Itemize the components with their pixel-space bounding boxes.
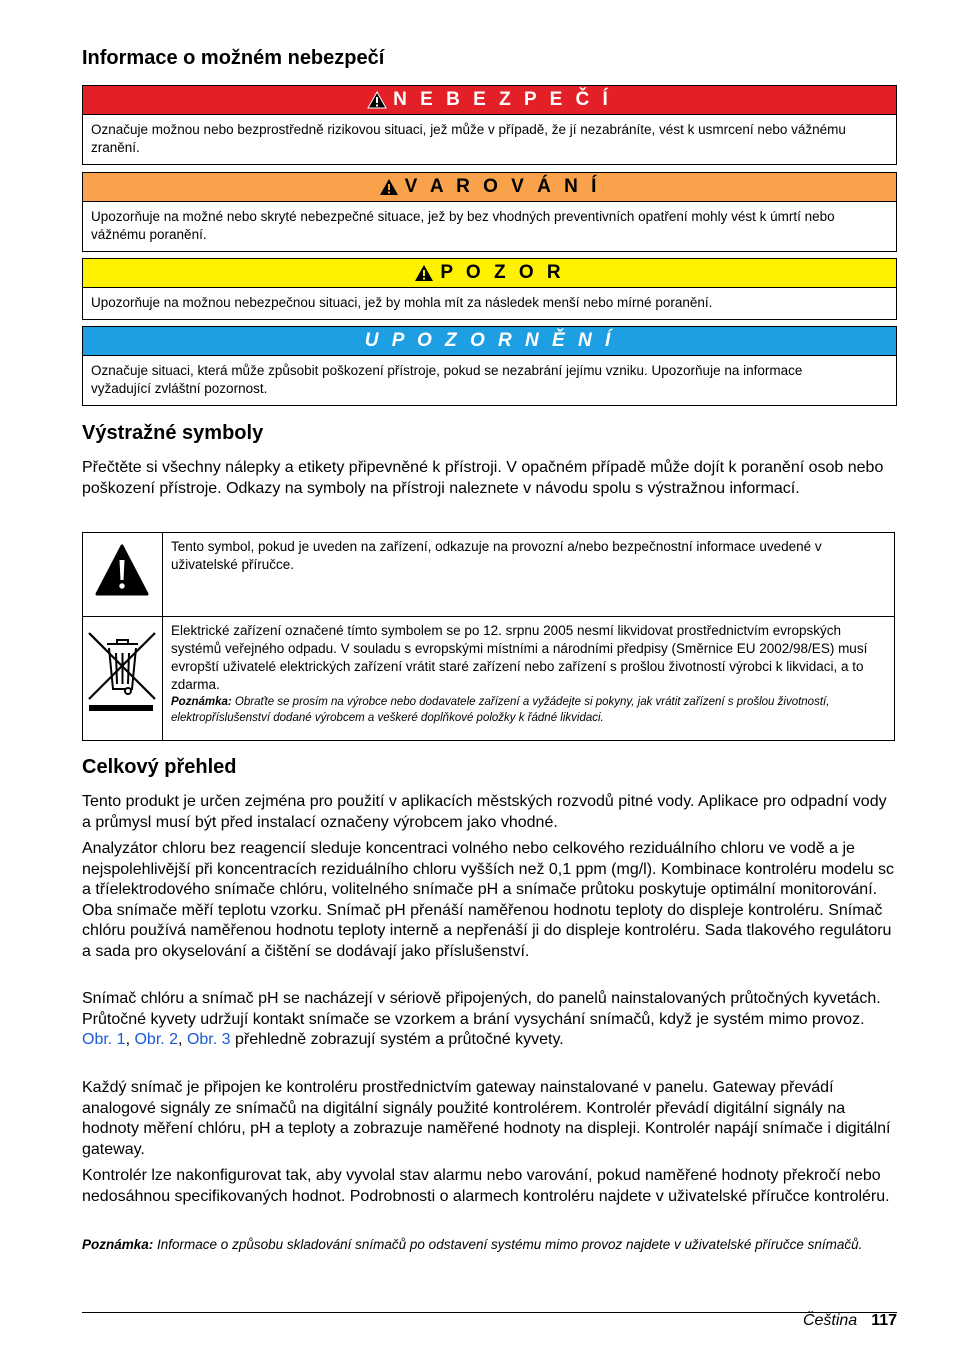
notice-box <box>82 326 897 406</box>
link-obr-1[interactable]: Obr. 1 <box>82 1031 126 1049</box>
overview-section-title: Celkový přehled <box>82 756 237 778</box>
link-obr-3[interactable]: Obr. 3 <box>186 1031 231 1049</box>
overview-note <box>82 1236 897 1254</box>
page-number: 117 <box>871 1312 897 1329</box>
weee-text: Elektrické zařízení označené tímto symbolem se po 12. srpnu 2005 nesmí likvidovat prostřednictvím evropských systémů veřejného odpadu. V souladu s evropskými místními a národními předpisy (Směrnice EU 2002/98/ES) musí evropští uživatelé elektrických zařízení vrátit staré zařízení nebo zařízení s prošlou životností výrobci k likvidaci, a to zdarma. <box>171 623 868 692</box>
symbols-table <box>82 532 895 741</box>
symbol-desc-general: Tento symbol, pokud je uveden na zařízení, odkazuje na provozní a/nebo bezpečnostní informace uvedené v uživatelské příručce. <box>163 533 895 617</box>
symbol-row-general <box>83 533 895 617</box>
symbols-section-title: Výstražné symboly <box>82 422 264 444</box>
overview-paragraph-1: Tento produkt je určen zejména pro použití v aplikacích městských rozvodů pitné vody. Aplikace pro odpadní vody a průmysl musí být před instalací označeny výrobcem jako vhodné. <box>82 793 887 831</box>
danger-label: N E B E Z P E Č Í <box>393 89 612 110</box>
weee-note-text: Obraťte se prosím na výrobce nebo dodavatele zařízení a vyžádejte si pokyny, jak vrátit zařízení s prošlou životností, elektropříslušenství dodané výrobcem a veškeré doplňkové položky k řádné likvidaci. <box>171 696 830 724</box>
overview-paragraph-4: Každý snímač je připojen ke kontroléru prostřednictvím gateway nainstalované v panelu. Gateway převádí analogové signály ze snímačů na digitální signály použité kontrolérem. Kontrolér převádí digitální signály na hodnoty měření chlóru, pH a teploty a zobrazuje naměřené hodnoty na displeji. Kontrolér napájí snímače i digitální gateway. <box>82 1079 891 1158</box>
symbols-intro: Přečtěte si všechny nálepky a etikety připevněné k přístroji. V opačném případě může dojít k poranění osob nebo poškození přístroje. Odkazy na symboly na přístroji naleznete v návodu spolu s výstražnou informací. <box>82 459 884 497</box>
page-footer <box>803 1312 897 1330</box>
notice-label: U P O Z O R N Ě N Í <box>364 330 615 351</box>
caution-text: Upozorňuje na možnou nebezpečnou situaci, jež by mohla mít za následek menší nebo mírné poranění. <box>91 295 713 310</box>
caution-label: P O Z O R <box>440 262 565 283</box>
symbol-row-weee <box>83 617 895 741</box>
symbol-icon-cell <box>83 617 163 741</box>
symbol-icon-cell <box>83 533 163 617</box>
warning-text: Upozorňuje na možné nebo skryté nebezpečné situace, jež by bez vhodných preventivních opatření mohly vést k úmrtí nebo vážnému poranění. <box>91 209 835 242</box>
notice-header <box>83 327 896 356</box>
footer-rule <box>82 1312 897 1313</box>
danger-text: Označuje možnou nebo bezprostředně rizikovou situaci, jež může v případě, že jí nezabráníte, vést k usmrcení nebo vážnému zranění. <box>91 122 846 155</box>
warning-triangle-icon <box>379 178 399 196</box>
link-obr-2[interactable]: Obr. 2 <box>134 1031 179 1049</box>
sep-1: , <box>125 1031 135 1049</box>
caution-header <box>83 259 896 288</box>
crossed-bin-icon <box>83 617 162 735</box>
footer-language: Čeština <box>802 1312 858 1329</box>
warning-triangle-icon <box>83 533 162 611</box>
weee-note-label: Poznámka: <box>171 696 232 708</box>
p3-end: přehledně zobrazují systém a průtočné kyvety. <box>230 1031 564 1049</box>
warning-triangle-icon <box>414 264 434 282</box>
notice-text: Označuje situaci, která může způsobit poškození přístroje, pokud se nezabrání jejímu vzniku. Upozorňuje na informace vyžadující zvláštní pozornost. <box>91 363 803 396</box>
overview-paragraph-3 <box>82 989 897 1051</box>
warning-label: V A R O V Á N Í <box>404 176 601 197</box>
weee-note <box>171 694 886 726</box>
warning-box <box>82 172 897 252</box>
danger-box <box>82 85 897 165</box>
danger-header <box>83 86 896 115</box>
overview-note-label: Poznámka: <box>82 1237 154 1252</box>
overview-paragraph-5: Kontrolér lze nakonfigurovat tak, aby vyvolal stav alarmu nebo varování, pokud naměřené hodnoty překročí nebo nedosáhnou specifikovaných hodnot. Podrobnosti o alarmech kontroléru najdete v uživatelské příručce kontroléru. <box>82 1167 890 1205</box>
p3-start: Snímač chlóru a snímač pH se nacházejí v sériově připojených, do panelů nainstalovaných průtočných kyvetách. Průtočné kyvety udržují kontakt snímače se vzorkem a brání vysychání snímačů, když je systém mimo provoz. <box>82 990 881 1028</box>
overview-note-text: Informace o způsobu skladování snímačů po odstavení systému mimo provoz najdete v uživatelské příručce snímačů. <box>153 1237 863 1252</box>
overview-paragraph-2: Analyzátor chloru bez reagencií sleduje koncentraci volného nebo celkového reziduálního chloru ve vodě a je nejspolehlivější při koncentracích reziduálního chloru vyšších než 0,1 ppm (mg/l). Kombinace kontroléru modelu sc a tříelektrodového snímače chlóru, volitelného snímače pH a snímače průtoku poskytuje optimální monitorování. Oba snímače měří teplotu vzorku. Snímač pH přenáší naměřenou hodnotu teploty do displeje kontroléru. Snímač chlóru používá naměřenou hodnotu teploty interně a nepřenáší ji do displeje kontroléru. Sada tlakového regulátoru a sada pro okyselování a čištění se dodávají jako příslušenství. <box>82 840 894 960</box>
warning-header <box>83 173 896 202</box>
warning-triangle-icon <box>367 91 387 109</box>
hazard-section-title: Informace o možném nebezpečí <box>82 47 385 69</box>
caution-box <box>82 258 897 320</box>
sep-2: , <box>178 1031 187 1049</box>
symbol-desc-weee <box>163 617 895 741</box>
